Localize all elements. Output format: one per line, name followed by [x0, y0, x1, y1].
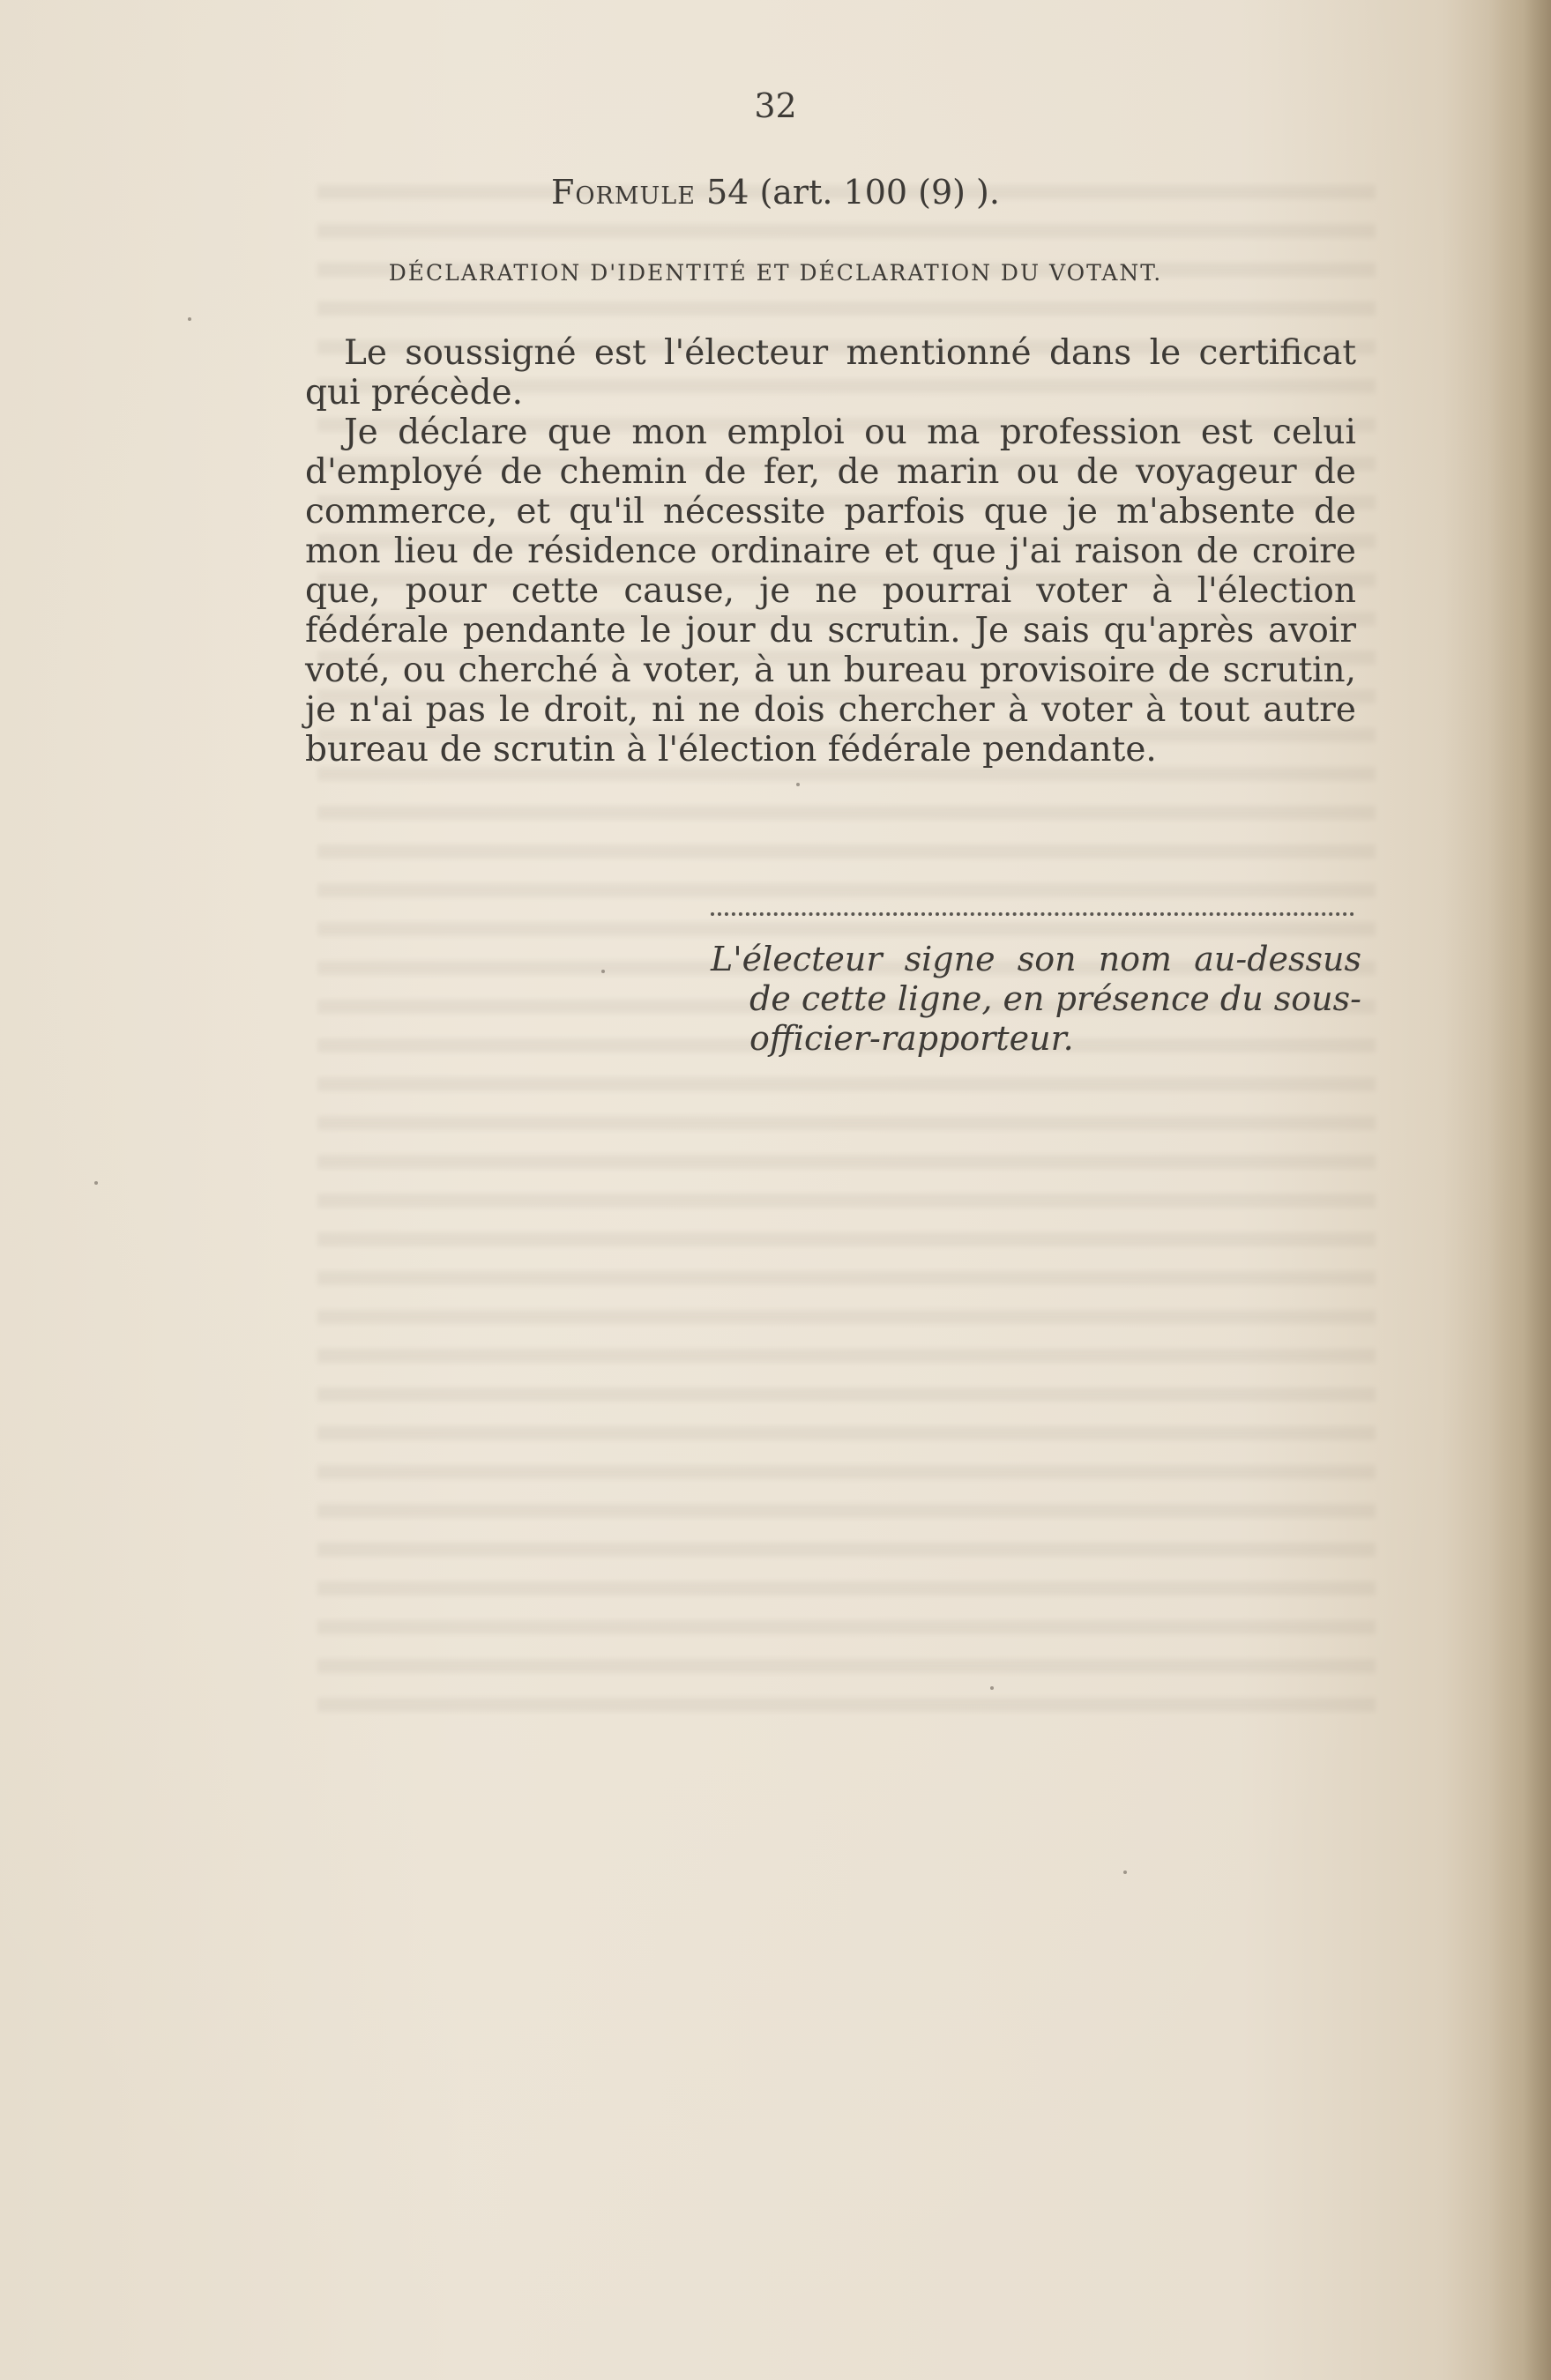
page-number: 32 — [754, 86, 797, 125]
form-heading-reference: 54 (art. 100 (9) ). — [706, 173, 1000, 212]
ink-speck — [990, 1686, 994, 1690]
paragraph-2: Je déclare que mon emploi ou ma profession est celui d'employé de chemin de fer, de marin ou de voyageur de commerce, et qu'il nécessite parfois que je m'absente de mon lieu de résidence ordinaire et que j'ai raison de croire que, pour cette cause, je ne pourrai voter à l'élection fédérale pendante le jour du scrutin. Je sais qu'après avoir voté, ou cherché à voter, à un bureau provisoire de scrutin, je n'ai pas le droit, ni ne dois chercher à voter à tout autre bureau de scrutin à l'élection fédérale pendante. — [305, 413, 1356, 770]
ink-speck — [601, 970, 605, 973]
form-heading-label: Formule — [551, 173, 696, 212]
paragraph-1: Le soussigné est l'électeur mentionné dans le certificat qui précède. — [305, 333, 1356, 413]
ink-speck — [94, 1181, 98, 1185]
signature-caption-text: L'électeur signe son nom au-dessus de cette ligne, en présence du sous-officier-rapporteur. — [711, 940, 1361, 1058]
form-heading — [0, 173, 1551, 212]
ink-speck — [796, 783, 800, 786]
signature-line — [711, 912, 1354, 916]
section-title: DÉCLARATION D'IDENTITÉ ET DÉCLARATION DU VOTANT. — [388, 260, 1163, 286]
signature-caption — [711, 940, 1361, 1059]
declaration-body — [305, 333, 1356, 770]
ink-speck — [1123, 1871, 1127, 1874]
page-edge-shadow — [1489, 0, 1551, 2380]
ink-speck — [188, 317, 191, 321]
